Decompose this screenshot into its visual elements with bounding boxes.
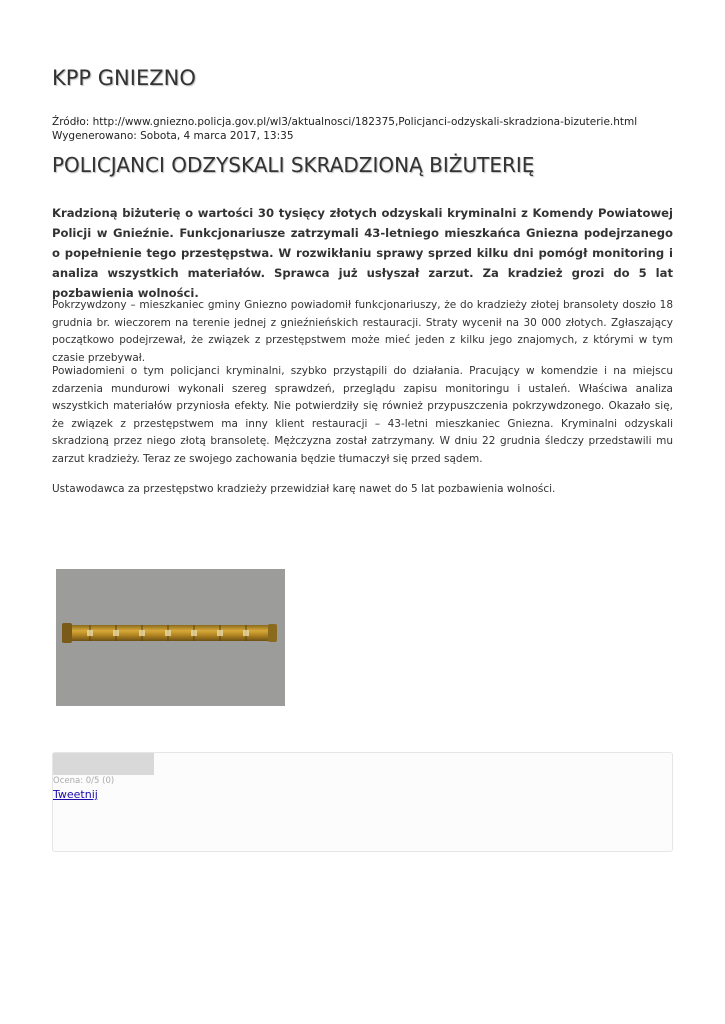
rating-box xyxy=(52,752,673,852)
site-title: KPP GNIEZNO xyxy=(52,66,196,90)
article-paragraph: Powiadomieni o tym policjanci kryminalni, szybko przystąpili do działania. Pracujący w komendzie i na miejscu zdarzenia mundurowi wykonali szereg sprawdzeń, przeglądu zapisu monitoringu i ustaleń. Właściwa analiza wszystkich materiałów przyniosła efekty. Nie potwierdziły się również przypuszczenia pokrzywdzonego. Okazało się, że związek z przestępstwem ma inny klient restauracji – 43-letni mieszkaniec Gniezna. Kryminalni odzyskali skradzioną przez niego złotą bransoletę. Mężczyzna został zatrzymany. W dniu 22 grudnia śledczy przedstawili mu zarzut kradzieży. Teraz ze swojego zachowania będzie tłumaczył się przed sądem. xyxy=(52,365,673,465)
generated-line: Wygenerowano: Sobota, 4 marca 2017, 13:35 xyxy=(52,130,294,142)
bracelet-photo xyxy=(56,569,285,706)
article-lead: Kradzioną biżuterię o wartości 30 tysięcy złotych odzyskali kryminalni z Komendy Powiatowej Policji w Gnieźnie. Funkcjonariusze zatrzymali 43-letniego mieszkańca Gniezna podejrzanego o popełnienie tego przestępstwa. W rozwikłaniu sprawy sprzed kilku dni pomógł monitoring i analiza wszystkich materiałów. Sprawca już usłyszał zarzut. Za kradzież grozi do 5 lat pozbawienia wolności. xyxy=(52,206,673,300)
rating-stars-bar[interactable] xyxy=(53,753,154,775)
bracelet-image xyxy=(56,569,285,706)
rating-text: Ocena: 0/5 (0) xyxy=(53,776,115,786)
tweet-link[interactable]: Tweetnij xyxy=(53,788,98,801)
article-paragraph: Ustawodawca za przestępstwo kradzieży przewidział karę nawet do 5 lat pozbawienia wolności. xyxy=(52,483,556,495)
article-title: POLICJANCI ODZYSKALI SKRADZIONĄ BIŻUTERIĘ xyxy=(52,153,535,177)
source-line: Źródło: http://www.gniezno.policja.gov.pl/wl3/aktualnosci/182375,Policjanci-odzyskali-skradziona-bizuterie.html xyxy=(52,116,638,128)
article-paragraph: Pokrzywdzony – mieszkaniec gminy Gniezno powiadomił funkcjonariuszy, że do kradzieży złotej bransolety doszło 18 grudnia br. wieczorem na terenie jednej z gnieźnieńskich restauracji. Straty wycenił na 30 000 złotych. Zgłaszający początkowo podejrzewał, że związek z przestępstwem może mieć jeden z kilku jego znajomych, z którymi w tym czasie przebywał. xyxy=(52,299,673,364)
document-meta xyxy=(52,115,637,143)
